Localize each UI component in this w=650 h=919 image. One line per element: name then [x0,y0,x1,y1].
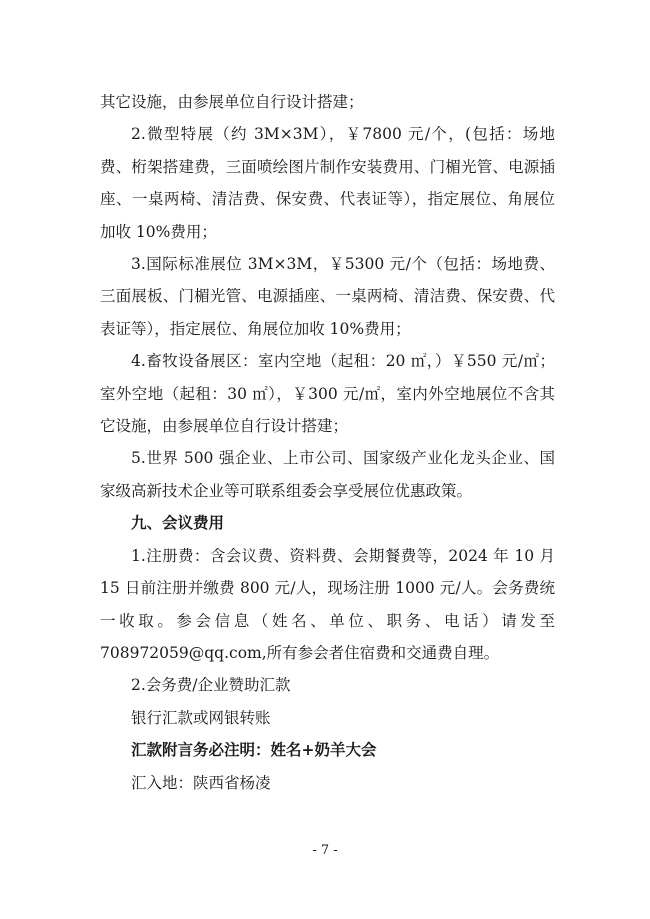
section-heading-meeting-fees: 九、会议费用 [131,514,225,533]
paragraph-remittance-location: 汇入地：陕西省杨凌 [131,773,271,792]
paragraph-registration-fee: 1.注册费：含会议费、资料费、会期餐费等，2024 年 10 月 15 日前注册并缴费 800 元/人，现场注册 1000 元/人。会务费统一收取。参会信息（姓名、单位、职务、电话）请发至 708972059@qq.com,所有参会者住宿费和交通费自理。 [100,546,555,662]
paragraph-equipment-area: 4.畜牧设备展区：室内空地（起租：20 ㎡，）￥550 元/㎡；室外空地（起租：30 ㎡），￥300 元/㎡，室内外空地展位不含其它设施，由参展单位自行设计搭建； [100,352,555,436]
paragraph-standard-booth: 3.国际标准展位 3M×3M，￥5300 元/个（包括：场地费、三面展板、门楣光管、电源插座、一桌两椅、清洁费、保安费、代表证等），指定展位、角展位加收 10%费用； [100,255,555,338]
page-number: - 7 - [312,843,338,858]
paragraph-remittance-note: 汇款附言务必注明：姓名+奶羊大会 [131,740,377,760]
paragraph-micro-special-booth: 2.微型特展（约 3M×3M），￥7800 元/个，(包括：场地费、桁架搭建费，三面喷绘图片制作安装费用、门楣光管、电源插座、一桌两椅、清洁费、保安费、代表证等），指定展位、角展位加收 10%费用； [100,125,555,241]
paragraph-preferential-policy: 5.世界 500 强企业、上市公司、国家级产业化龙头企业、国家级高新技术企业等可联系组委会享受展位优惠政策。 [100,449,555,500]
paragraph-bank-transfer: 银行汇款或网银转账 [131,708,271,727]
paragraph-remittance-title: 2.会务费/企业赞助汇款 [131,676,291,695]
document-body [100,86,555,799]
paragraph-continued-facilities: 其它设施，由参展单位自行设计搭建； [100,93,364,111]
